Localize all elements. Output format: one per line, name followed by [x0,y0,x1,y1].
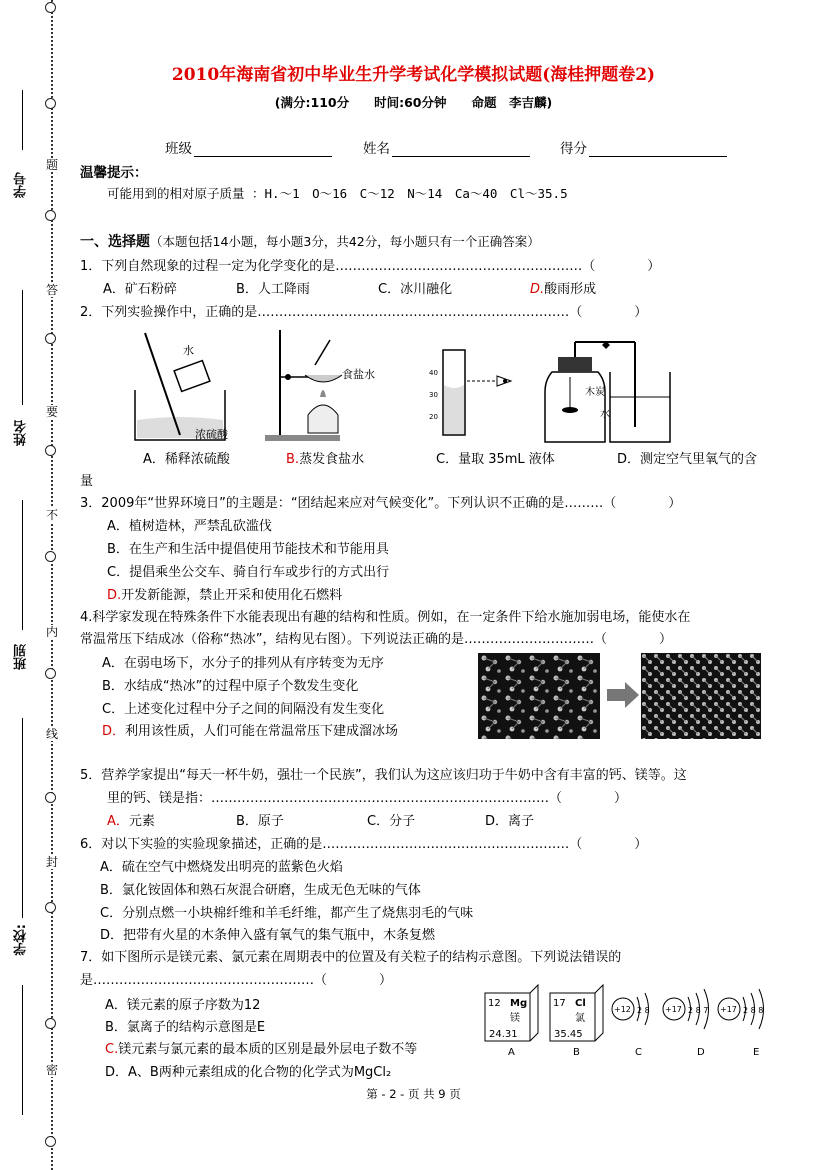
element-cell-cl [550,985,603,1041]
q2-option-a: A．稀释浓硫酸 [143,452,230,467]
q7-option-c [105,1038,417,1057]
q2-b-letter: B. [286,452,300,467]
nucleus-charge: +17 [720,1005,737,1014]
fig-dilute-acid [125,330,250,445]
q3-option-b: B．在生产和生活中提倡使用节能技术和节能用具 [107,542,389,557]
q5-stem-1: 5．营养学家提出“每天一杯牛奶，强壮一个民族”，我们认为这应该归功于牛奶中含有丰富的钙、镁等。这 [80,768,687,783]
fig-label-c: C [635,1047,642,1058]
shell-electrons: 2 8 7 [688,1006,709,1015]
q5-option-b: B．原子 [236,814,284,829]
score-input-line[interactable] [589,142,727,157]
q3-d-text: 开发新能源，禁止开采和使用化石燃料 [121,588,343,603]
binding-hole [45,2,56,13]
q1-stem: 1．下列自然现象的过程一定为化学变化的是…………………………………………………（ ） [80,259,661,274]
margin-fill-line [22,500,23,630]
section-note: （本题包括14小题，每小题3分，共42分，每小题只有一个正确答案） [150,234,540,249]
mg-mass: 24.31 [489,1029,518,1040]
binding-hole [45,1018,56,1029]
q1-option-a: A．矿石粉碎 [103,282,177,297]
binding-hole [45,210,56,221]
class-field-label: 班级 [165,141,192,157]
section-title: 一、选择题 [80,234,150,250]
element-cell-mg [485,985,538,1041]
q1-option-d [530,278,596,297]
mg-atomic-number: 12 [488,998,501,1009]
mg-name: 镁 [510,1013,520,1024]
q3-stem: 3．2009年“世界环境日”的主题是：“团结起来应对气候变化”。下列认识不正确的是………（ ） [80,496,682,511]
q2-stem: 2．下列实验操作中，正确的是………………………………………………………………（ ） [80,305,648,320]
charcoal-label: 木炭 [585,387,605,398]
seal-char: 不 [46,508,59,522]
tick-label: 30 [429,391,438,399]
q7-stem-1: 7．如下图所示是镁元素、氯元素在周期表中的位置及有关粒子的结构示意图。下列说法错误的 [80,950,622,965]
binding-dotted-line [51,0,53,1170]
name-field-label: 姓名 [363,141,390,157]
school-label: 学校: [14,924,29,956]
q4-stem-1: 4.科学家发现在特殊条件下水能表现出有趣的结构和性质。例如，在一定条件下给水施加弱电场，能使水在 [80,610,691,625]
exam-title: 2010年海南省初中毕业生升学考试化学模拟试题(海桂押题卷2) [171,65,656,85]
q3-option-d [107,584,342,603]
q1-option-b: B．人工降雨 [236,282,310,297]
q5-option-d: D．离子 [485,814,535,829]
fig-ordered-hot-ice [641,653,761,739]
exam-subtitle: (满分:110分 时间:60分钟 命题 李吉麟) [274,95,553,110]
fig-label-e: E [753,1047,760,1058]
q5-option-c: C．分子 [367,814,416,829]
q7-c-letter: C. [105,1042,119,1057]
q5-stem-2: 里的钙、镁是指：……………………………………………………………………（ ） [107,791,628,806]
fig-label-b: B [573,1047,580,1058]
cl-mass: 35.45 [554,1029,583,1040]
q6-option-b: B．氯化铵固体和熟石灰混合研磨，生成无色无味的气体 [100,883,421,898]
fig-measure-oxygen [540,332,680,447]
q5-a-letter: A． [107,814,129,829]
seal-char: 密 [46,1063,59,1077]
binding-hole [45,792,56,803]
acid-label: 浓硫酸 [195,428,228,441]
salt-water-label: 食盐水 [342,368,375,381]
q1-d-text: 酸雨形成 [544,282,597,297]
cl-symbol: Cl [575,998,586,1009]
margin-fill-line [22,290,23,405]
q2-option-d-cont: 量 [80,474,94,489]
q7-option-a: A．镁元素的原子序数为12 [105,998,261,1013]
q3-d-letter: D. [107,588,122,603]
cl-atomic-number: 17 [553,998,566,1009]
q6-option-a: A．硫在空气中燃烧发出明亮的蓝紫色火焰 [100,860,343,875]
q7-option-b: B．氯离子的结构示意图是E [105,1020,266,1035]
seal-char: 内 [46,625,59,639]
seal-char: 答 [46,283,59,297]
cl-name: 氯 [575,1013,585,1024]
q5-option-a [107,810,155,829]
q6-stem: 6．对以下实验的实验现象描述，正确的是…………………………………………………（ ） [80,837,648,852]
nucleus-charge: +17 [665,1005,682,1014]
fig-label-d: D [697,1047,705,1058]
section-heading [80,231,540,251]
fig-label-a: A [508,1047,515,1058]
mg-symbol: Mg [510,998,528,1009]
q2-b-text: 蒸发食盐水 [299,452,365,467]
tick-label: 40 [429,369,438,377]
fig-evaporate-salt-water [260,325,390,445]
student-name-label: 姓名 [14,420,29,446]
water-label: 水 [600,409,610,420]
structure-d [663,989,709,1029]
q4-option-a: A．在弱电场下，水分子的排列从有序转变为无序 [102,656,384,671]
score-field[interactable] [560,137,727,157]
binding-hole [45,333,56,344]
q2-option-c: C．量取 35mL 液体 [436,452,555,467]
binding-hole [45,902,56,913]
student-id-label: 学号 [14,172,29,198]
q4-d-letter: D． [102,724,126,739]
q5-a-text: 元素 [128,814,155,829]
seal-char: 线 [46,727,59,741]
fig-disordered-water [478,653,600,739]
shell-electrons: 2 8 [637,1006,650,1015]
margin-fill-line [22,718,23,918]
binding-hole [45,551,56,562]
q6-option-d: D．把带有火星的木条伸入盛有氧气的集气瓶中，木条复燃 [100,928,436,943]
score-field-label: 得分 [560,141,587,157]
page-number: 第 - 2 - 页 共 9 页 [366,1087,461,1101]
nucleus-charge: +12 [614,1005,631,1014]
atomic-masses: 可能用到的相对原子质量 ：H.～1 O～16 C～12 N～14 Ca～40 Cl～35.5 [107,186,568,201]
seal-char: 要 [46,405,59,419]
q4-d-text: 利用该性质，人们可能在常温常压下建成溜冰场 [125,724,399,739]
class-label: 班别 [14,644,29,670]
q2-option-d: D．测定空气里氧气的含 [617,452,758,467]
name-field[interactable] [363,137,530,157]
seal-char: 题 [46,158,59,172]
binding-hole [45,1136,56,1147]
structure-e [718,989,764,1029]
class-input-line[interactable] [194,142,332,157]
q4-stem-2: 常温常压下结成冰（俗称“热冰”，结构见右图）。下列说法正确的是…………………………（ ） [80,632,672,647]
class-field[interactable] [165,137,332,157]
fig-measure-liquid [429,345,525,440]
q4-option-c: C．上述变化过程中分子之间的间隔没有发生变化 [102,702,385,717]
tick-label: 20 [429,413,438,421]
q1-d-letter: D. [530,282,545,297]
q4-option-b: B．水结成“热冰”的过程中原子个数发生变化 [102,679,359,694]
q7-stem-2: 是……………………………………………（ ） [80,973,393,988]
q3-option-a: A．植树造林，严禁乱砍滥伐 [107,519,272,534]
water-label: 水 [183,344,194,357]
binding-hole [45,445,56,456]
q7-option-d: D．A、B两种元素组成的化合物的化学式为MgCl₂ [105,1065,392,1080]
q7-c-text: 镁元素与氯元素的最本质的区别是最外层电子数不等 [118,1042,418,1057]
binding-hole [45,668,56,679]
structure-c [612,993,650,1025]
tips-heading: 温馨提示： [80,165,148,181]
q2-option-b [286,448,364,467]
fig-periodic-structures [475,983,785,1058]
q6-option-c: C．分别点燃一小块棉纤维和羊毛纤维，都产生了烧焦羽毛的气味 [100,906,474,921]
shell-electrons: 2 8 8 [743,1006,764,1015]
q4-option-d [102,720,398,739]
q3-option-c: C．提倡乘坐公交车、骑自行车或步行的方式出行 [107,565,390,580]
arrow-icon [605,680,641,710]
seal-char: 封 [46,855,59,869]
q1-option-c: C．冰川融化 [378,282,453,297]
name-input-line[interactable] [392,142,530,157]
